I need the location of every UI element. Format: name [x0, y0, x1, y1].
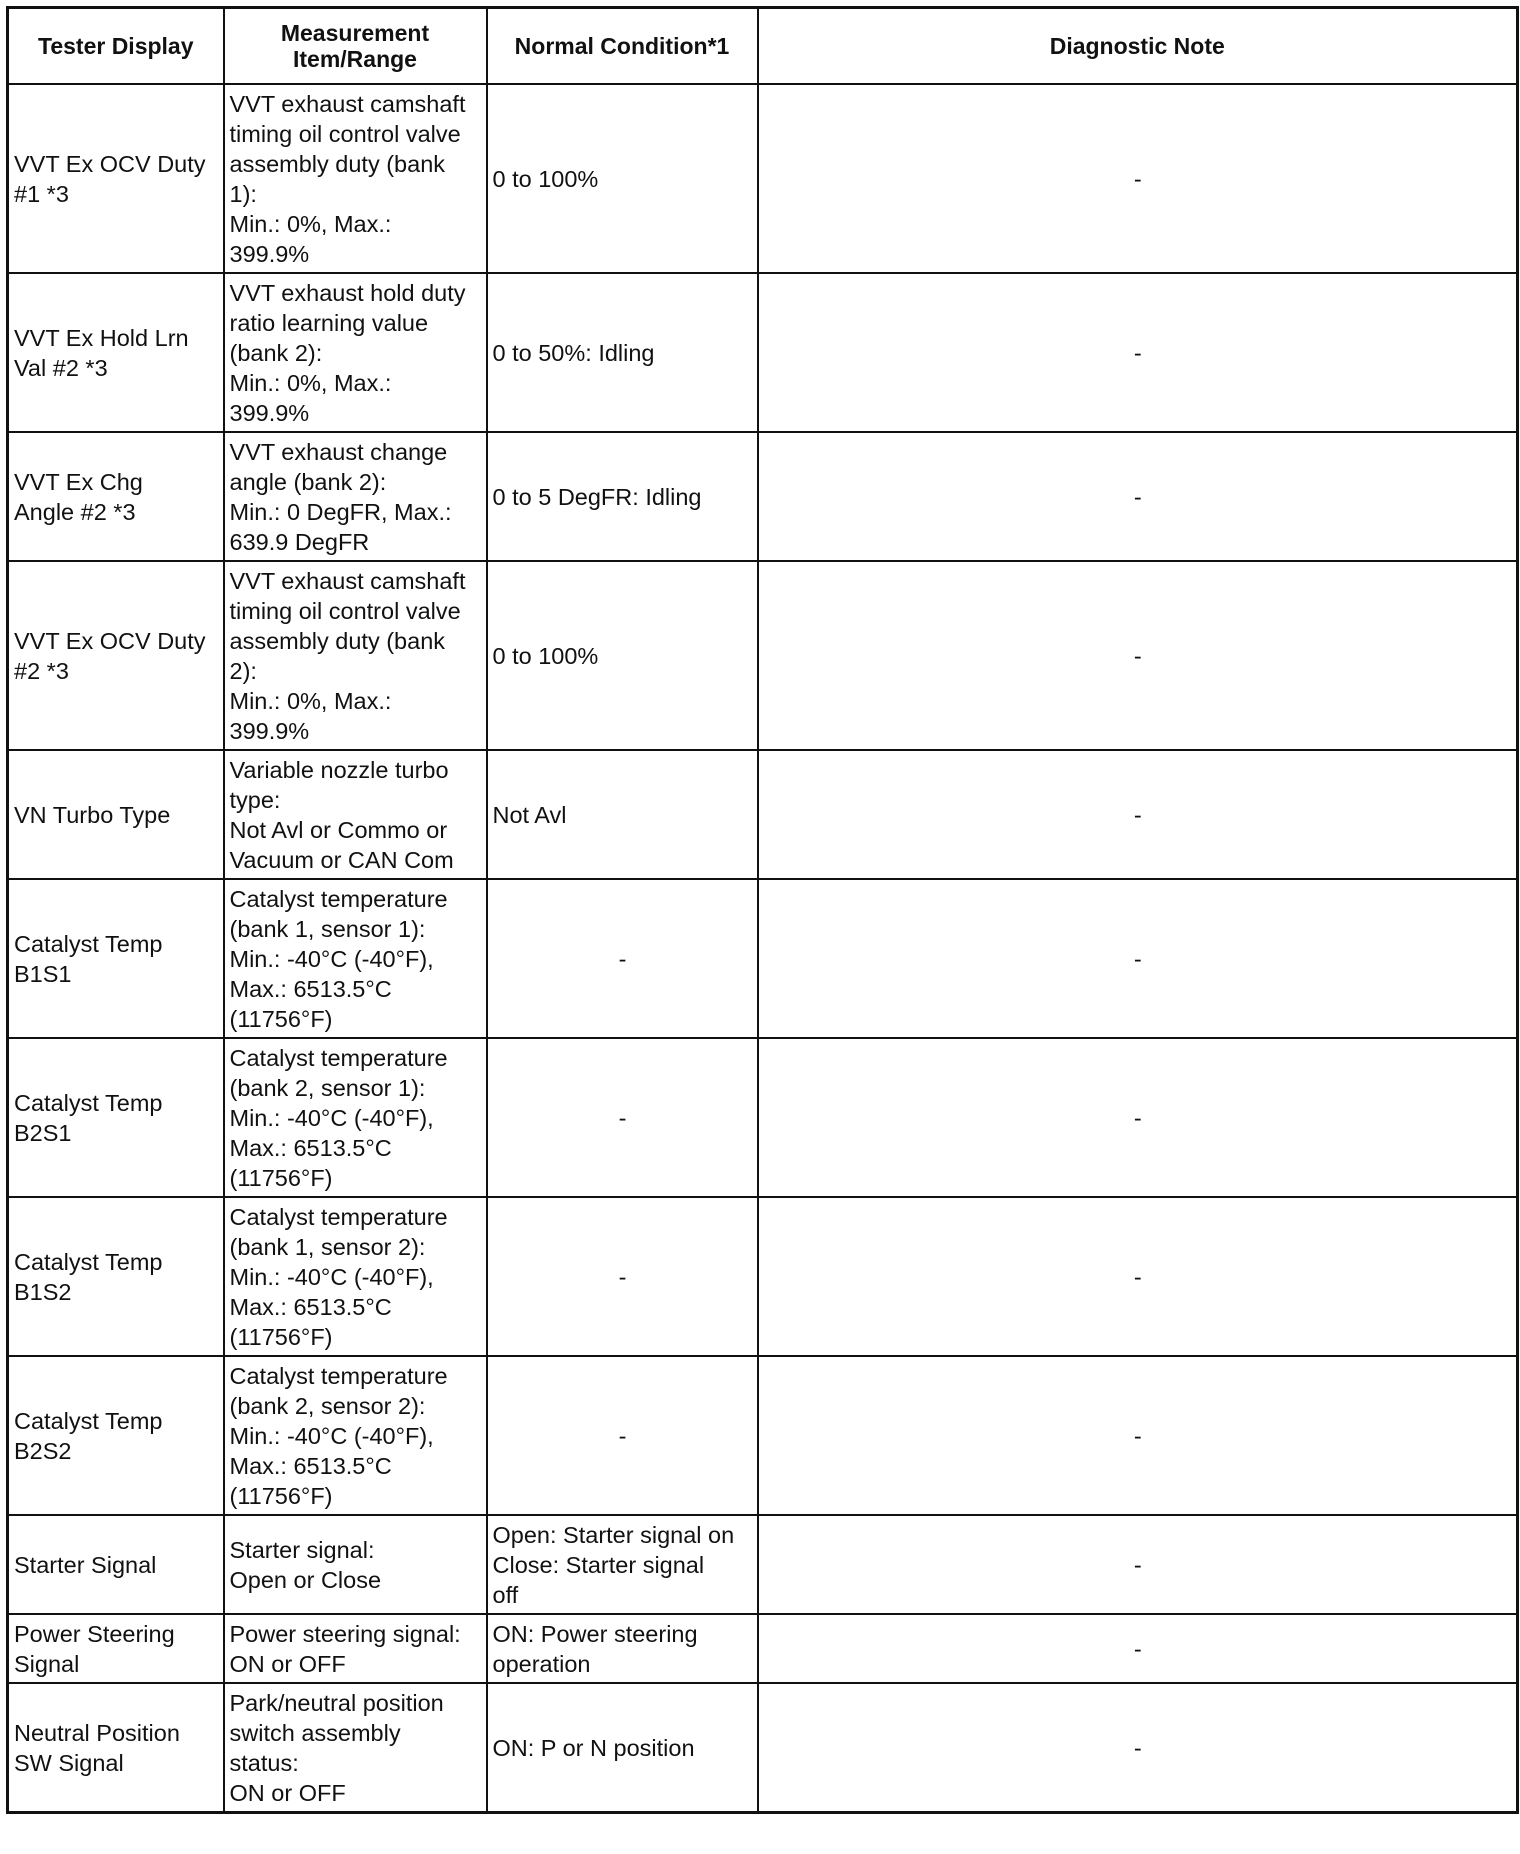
tester-display-cell: Catalyst Temp B2S1	[8, 1038, 224, 1197]
diagnostic-note-cell: -	[758, 1356, 1518, 1515]
table-row	[8, 1038, 1518, 1197]
header-measurement-item: Measurement Item/Range	[224, 8, 487, 85]
measurement-cell: Catalyst temperature (bank 1, sensor 1): Min.: -40°C (-40°F), Max.: 6513.5°C (11756°F)	[224, 879, 487, 1038]
table-row	[8, 432, 1518, 561]
tester-display-cell: VVT Ex Hold Lrn Val #2 *3	[8, 273, 224, 432]
diagnostic-note-cell: -	[758, 1038, 1518, 1197]
table-row	[8, 84, 1518, 273]
measurement-cell: Variable nozzle turbo type: Not Avl or Commo or Vacuum or CAN Com	[224, 750, 487, 879]
normal-condition-cell: -	[487, 1197, 758, 1356]
header-tester-display: Tester Display	[8, 8, 224, 85]
header-row	[8, 8, 1518, 85]
tester-display-cell: VN Turbo Type	[8, 750, 224, 879]
diagnostic-note-cell: -	[758, 1683, 1518, 1813]
diagnostic-note-cell: -	[758, 750, 1518, 879]
normal-condition-cell: Not Avl	[487, 750, 758, 879]
diagnostic-note-cell: -	[758, 273, 1518, 432]
measurement-cell: VVT exhaust change angle (bank 2): Min.: 0 DegFR, Max.: 639.9 DegFR	[224, 432, 487, 561]
measurement-cell: Catalyst temperature (bank 2, sensor 2): Min.: -40°C (-40°F), Max.: 6513.5°C (11756°F)	[224, 1356, 487, 1515]
tester-display-cell: Neutral Position SW Signal	[8, 1683, 224, 1813]
table-row	[8, 561, 1518, 750]
measurement-cell: Catalyst temperature (bank 1, sensor 2): Min.: -40°C (-40°F), Max.: 6513.5°C (11756°F)	[224, 1197, 487, 1356]
normal-condition-cell: ON: Power steering operation	[487, 1614, 758, 1683]
table-row	[8, 1614, 1518, 1683]
diagnostic-note-cell: -	[758, 84, 1518, 273]
tester-display-cell: Starter Signal	[8, 1515, 224, 1614]
normal-condition-cell: 0 to 100%	[487, 84, 758, 273]
table-row	[8, 879, 1518, 1038]
table-row	[8, 273, 1518, 432]
diagnostic-note-cell: -	[758, 1614, 1518, 1683]
diagnostic-note-cell: -	[758, 1197, 1518, 1356]
normal-condition-cell: Open: Starter signal on Close: Starter signal off	[487, 1515, 758, 1614]
header-normal-condition: Normal Condition*1	[487, 8, 758, 85]
table-row	[8, 1356, 1518, 1515]
measurement-cell: Catalyst temperature (bank 2, sensor 1): Min.: -40°C (-40°F), Max.: 6513.5°C (11756°F)	[224, 1038, 487, 1197]
measurement-cell: VVT exhaust camshaft timing oil control valve assembly duty (bank 1): Min.: 0%, Max.: 399.9%	[224, 84, 487, 273]
table-row	[8, 1197, 1518, 1356]
tester-display-cell: Catalyst Temp B1S2	[8, 1197, 224, 1356]
normal-condition-cell: 0 to 100%	[487, 561, 758, 750]
header-diagnostic-note: Diagnostic Note	[758, 8, 1518, 85]
tester-display-cell: Catalyst Temp B2S2	[8, 1356, 224, 1515]
diagnostic-note-cell: -	[758, 432, 1518, 561]
tester-display-cell: VVT Ex OCV Duty #2 *3	[8, 561, 224, 750]
tester-display-cell: Catalyst Temp B1S1	[8, 879, 224, 1038]
table-row	[8, 1683, 1518, 1813]
normal-condition-cell: 0 to 50%: Idling	[487, 273, 758, 432]
diagnostic-note-cell: -	[758, 561, 1518, 750]
data-list-table	[6, 6, 1519, 1814]
measurement-cell: Park/neutral position switch assembly status: ON or OFF	[224, 1683, 487, 1813]
tester-display-cell: VVT Ex Chg Angle #2 *3	[8, 432, 224, 561]
measurement-cell: Power steering signal: ON or OFF	[224, 1614, 487, 1683]
diagnostic-note-cell: -	[758, 879, 1518, 1038]
tester-display-cell: Power Steering Signal	[8, 1614, 224, 1683]
normal-condition-cell: -	[487, 1038, 758, 1197]
table-row	[8, 1515, 1518, 1614]
measurement-cell: VVT exhaust hold duty ratio learning value (bank 2): Min.: 0%, Max.: 399.9%	[224, 273, 487, 432]
normal-condition-cell: 0 to 5 DegFR: Idling	[487, 432, 758, 561]
normal-condition-cell: ON: P or N position	[487, 1683, 758, 1813]
tester-display-cell: VVT Ex OCV Duty #1 *3	[8, 84, 224, 273]
normal-condition-cell: -	[487, 1356, 758, 1515]
measurement-cell: VVT exhaust camshaft timing oil control valve assembly duty (bank 2): Min.: 0%, Max.: 399.9%	[224, 561, 487, 750]
table-row	[8, 750, 1518, 879]
measurement-cell: Starter signal: Open or Close	[224, 1515, 487, 1614]
normal-condition-cell: -	[487, 879, 758, 1038]
diagnostic-note-cell: -	[758, 1515, 1518, 1614]
